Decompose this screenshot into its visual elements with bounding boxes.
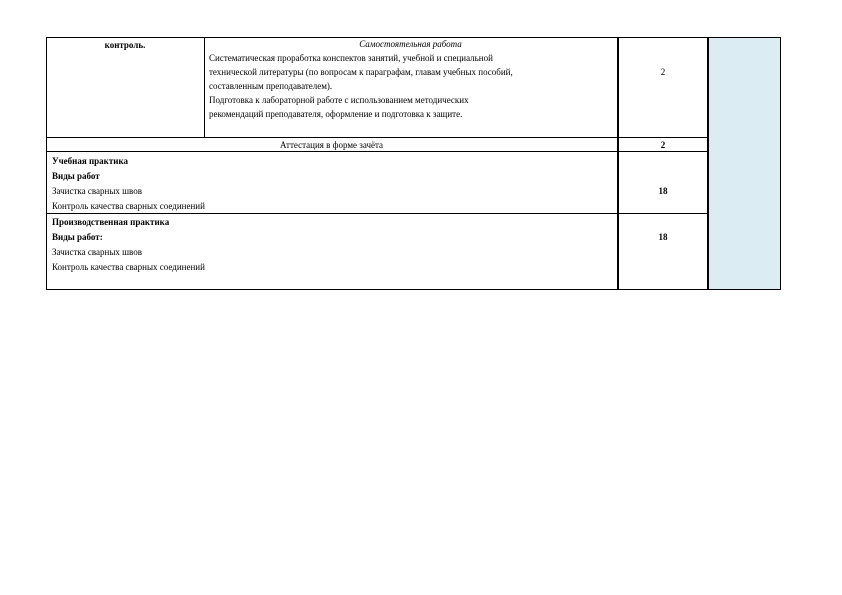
practice-title: Производственная практика [52, 217, 170, 227]
independent-work-line: Систематическая проработка конспектов занятий, учебной и специальной [209, 53, 493, 63]
column-divider [617, 37, 619, 290]
hours-value: 18 [658, 186, 668, 196]
hours-value: 2 [660, 67, 666, 77]
practice-subtitle: Виды работ [52, 171, 100, 181]
independent-work-line: Подготовка к лабораторной работе с использованием методических [209, 95, 469, 105]
practice-item: Контроль качества сварных соединений [52, 201, 205, 211]
practice-item: Зачистка сварных швов [52, 247, 142, 257]
curriculum-table [46, 37, 781, 290]
practice-subtitle: Виды работ: [52, 232, 103, 242]
row-divider [46, 151, 708, 152]
independent-work-heading: Самостоятельная работа [359, 39, 462, 49]
row-divider [46, 213, 708, 214]
table-border-top [46, 37, 781, 38]
table-border-bottom [46, 289, 781, 290]
attestation-text: Аттестация в форме зачёта [279, 140, 384, 150]
independent-work-line: рекомендаций преподавателя, оформление и подготовка к защите. [209, 109, 463, 119]
table-border-right [780, 37, 781, 290]
independent-work-line: составленным преподавателем). [209, 81, 333, 91]
shaded-column [708, 37, 781, 290]
table-border-left [46, 37, 47, 290]
practice-title: Учебная практика [52, 156, 129, 166]
hours-value: 2 [660, 140, 666, 150]
practice-item: Контроль качества сварных соединений [52, 262, 205, 272]
column-divider [204, 37, 205, 137]
independent-work-line: технической литературы (по вопросам к параграфам, главам учебных пособий, [209, 67, 513, 77]
topic-tail: контроль. [104, 40, 146, 50]
column-divider [707, 37, 709, 290]
row-divider [46, 137, 708, 138]
practice-item: Зачистка сварных швов [52, 186, 142, 196]
hours-value: 18 [658, 232, 668, 242]
